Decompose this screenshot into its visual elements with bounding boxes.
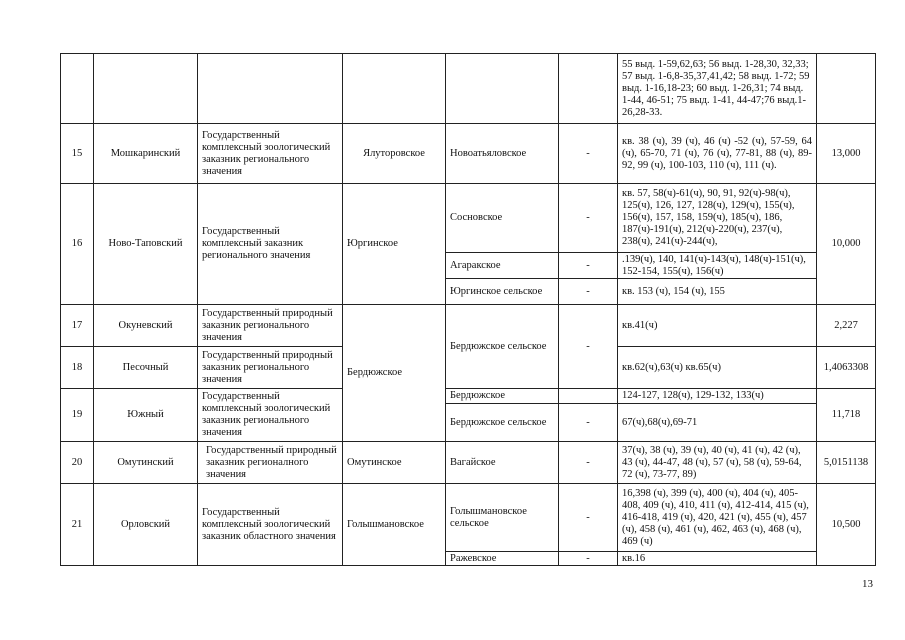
area-cell: 11,718: [817, 389, 876, 442]
reserve-name: Омутинский: [94, 442, 198, 484]
reserve-type: Государственный комплексный зоологический заказник регионального значения: [198, 389, 343, 442]
district: Голышмановское: [343, 484, 446, 566]
district: Ялуторовское: [343, 124, 446, 184]
area-cell: 10,000: [817, 184, 876, 305]
dash-cell: -: [559, 404, 618, 442]
dash-cell: -: [559, 305, 618, 389]
row-number: 15: [61, 124, 94, 184]
reserve-name: Ново-Таповский: [94, 184, 198, 305]
protected-areas-table: [60, 53, 876, 566]
lots-cell: кв. 153 (ч), 154 (ч), 155: [618, 279, 817, 305]
dash-cell: -: [559, 184, 618, 253]
reserve-name: Южный: [94, 389, 198, 442]
row-number: 16: [61, 184, 94, 305]
forestry: Новоатьяловское: [446, 124, 559, 184]
dash-cell: -: [559, 124, 618, 184]
area-cell: [817, 54, 876, 124]
reserve-type: Государственный комплексный зоологический заказник регионального значения: [198, 124, 343, 184]
reserve-type: Государственный природный заказник регионального значения: [198, 305, 343, 347]
reserve-name: [94, 54, 198, 124]
forestry: Бердюжское сельское: [446, 305, 559, 389]
area-cell: 10,500: [817, 484, 876, 566]
reserve-type: Государственный природный заказник регионалного значения: [198, 442, 343, 484]
forestry: Бердюжское сельское: [446, 404, 559, 442]
lots-cell: 55 выд. 1-59,62,63; 56 выд. 1-28,30, 32,33; 57 выд. 1-6,8-35,37,41,42; 58 выд. 1-72; 59 выд. 1-16,18-23; 60 выд. 1-26,31; 74 выд. 1-44, 46-51; 75 выд. 1-41, 44-47;76 выд.1-26,28-33.: [618, 54, 817, 124]
district: Бердюжское: [343, 305, 446, 442]
row-number: 18: [61, 347, 94, 389]
reserve-type: Государственный комплексный зоологический заказник областного значения: [198, 484, 343, 566]
area-cell: 13,000: [817, 124, 876, 184]
dash-cell: -: [559, 484, 618, 552]
lots-cell: кв.16: [618, 552, 817, 566]
forestry: Ражевское: [446, 552, 559, 566]
lots-cell: 16,398 (ч), 399 (ч), 400 (ч), 404 (ч), 405-408, 409 (ч), 410, 411 (ч), 412-414, 415 (ч), 416-418, 419 (ч), 420, 421 (ч), 455 (ч), 457 (ч), 458 (ч), 461 (ч), 462, 463 (ч), 468 (ч), 469 (ч): [618, 484, 817, 552]
row-number: 17: [61, 305, 94, 347]
table-row: [61, 124, 876, 184]
lots-cell: .139(ч), 140, 141(ч)-143(ч), 148(ч)-151(ч), 152-154, 155(ч), 156(ч): [618, 253, 817, 279]
row-number: 20: [61, 442, 94, 484]
area-cell: 1,4063308: [817, 347, 876, 389]
lots-cell: кв.62(ч),63(ч) кв.65(ч): [618, 347, 817, 389]
dash-cell: [559, 389, 618, 404]
table-row: [61, 484, 876, 552]
area-cell: 2,227: [817, 305, 876, 347]
row-number: [61, 54, 94, 124]
reserve-type: Государственный комплексный заказник регионального значения: [198, 184, 343, 305]
table-row: [61, 184, 876, 253]
dash-cell: [559, 54, 618, 124]
table-row: [61, 442, 876, 484]
reserve-name: Окуневский: [94, 305, 198, 347]
reserve-name: Мошкаринский: [94, 124, 198, 184]
lots-cell: кв. 38 (ч), 39 (ч), 46 (ч) -52 (ч), 57-59, 64 (ч), 65-70, 71 (ч), 76 (ч), 77-81, 88 (ч), 89-92, 99 (ч), 100-103, 110 (ч), 111 (ч).: [618, 124, 817, 184]
forestry: Вагайское: [446, 442, 559, 484]
lots-cell: 124-127, 128(ч), 129-132, 133(ч): [618, 389, 817, 404]
dash-cell: -: [559, 253, 618, 279]
reserve-name: Песочный: [94, 347, 198, 389]
district: Омутинское: [343, 442, 446, 484]
lots-cell: кв.41(ч): [618, 305, 817, 347]
table-row: [61, 305, 876, 347]
lots-cell: 37(ч), 38 (ч), 39 (ч), 40 (ч), 41 (ч), 42 (ч), 43 (ч), 44-47, 48 (ч), 57 (ч), 58 (ч), 59-64, 72 (ч), 73-77, 89): [618, 442, 817, 484]
table-row: [61, 54, 876, 124]
lots-cell: 67(ч),68(ч),69-71: [618, 404, 817, 442]
dash-cell: -: [559, 552, 618, 566]
forestry: Агаракское: [446, 253, 559, 279]
lots-cell: кв. 57, 58(ч)-61(ч), 90, 91, 92(ч)-98(ч), 125(ч), 126, 127, 128(ч), 129(ч), 155(ч), 156(ч), 157, 158, 159(ч), 185(ч), 186, 187(ч)-191(ч), 212(ч)-220(ч), 237(ч), 238(ч), 241(ч)-244(ч),: [618, 184, 817, 253]
reserve-type: [198, 54, 343, 124]
district: [343, 54, 446, 124]
forestry: [446, 54, 559, 124]
dash-cell: -: [559, 442, 618, 484]
row-number: 21: [61, 484, 94, 566]
dash-cell: -: [559, 279, 618, 305]
reserve-name: Орловский: [94, 484, 198, 566]
forestry: Сосновское: [446, 184, 559, 253]
forestry: Юргинское сельское: [446, 279, 559, 305]
reserve-type: Государственный природный заказник регионального значения: [198, 347, 343, 389]
area-cell: 5,0151138: [817, 442, 876, 484]
row-number: 19: [61, 389, 94, 442]
page-number: 13: [862, 578, 873, 590]
forestry: Голышмановское сельское: [446, 484, 559, 552]
district: Юргинское: [343, 184, 446, 305]
table-row: [61, 389, 876, 404]
forestry: Бердюжское: [446, 389, 559, 404]
